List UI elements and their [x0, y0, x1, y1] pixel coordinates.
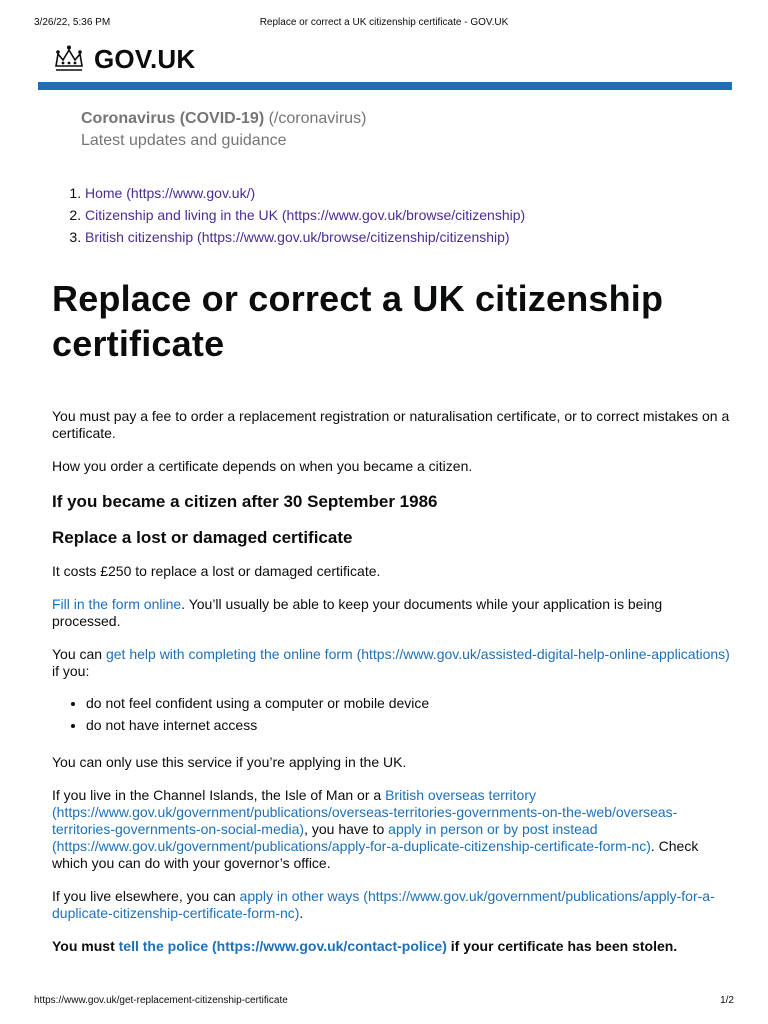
text-span: if your certificate has been stolen. [446, 938, 678, 954]
channel-islands-paragraph [52, 787, 732, 872]
page-title: Replace or correct a UK citizenship certificate [52, 278, 664, 364]
print-header [34, 17, 734, 31]
intro-paragraph: How you order a certificate depends on when you became a citizen. [52, 458, 473, 474]
text-span: . Check which you can do with your governor’s office. [52, 838, 699, 871]
breadcrumb-item-citizenship-living[interactable] [85, 204, 525, 226]
breadcrumb-url: (https://www.gov.uk/) [122, 185, 256, 201]
main-content [52, 276, 732, 971]
covid-banner-title[interactable]: Coronavirus (COVID-19) [81, 110, 265, 127]
intro-paragraph: You must pay a fee to order a replacement registration or naturalisation certificate, or to correct mistakes on a certificate. [52, 408, 730, 441]
list-item: • do not have internet access [86, 714, 732, 736]
subsection-heading: Replace a lost or damaged certificate [52, 528, 353, 547]
breadcrumb-item-british-citizenship[interactable] [85, 226, 525, 248]
govuk-header[interactable] [52, 42, 195, 76]
covid-banner[interactable] [81, 108, 366, 152]
breadcrumb-link[interactable]: British citizenship [85, 229, 194, 245]
tell-police-link[interactable]: tell the police (https://www.gov.uk/contact-police) [118, 938, 447, 954]
breadcrumb-link[interactable]: Home [85, 185, 123, 201]
breadcrumb-item-home[interactable] [85, 182, 525, 204]
print-page-number: 1/2 [720, 995, 734, 1006]
text-span: , you have to [304, 821, 389, 837]
elsewhere-paragraph [52, 888, 732, 922]
print-date: 3/26/22, 5:36 PM [34, 17, 111, 28]
uk-only-paragraph: You can only use this service if you’re applying in the UK. [52, 754, 407, 770]
text-span: if you: [52, 663, 90, 679]
covid-banner-url[interactable]: (/coronavirus) [264, 110, 367, 127]
text-span: If you live in the Channel Islands, the Isle of Man or a [52, 787, 386, 803]
text-span: If you live elsewhere, you can [52, 888, 240, 904]
fill-form-paragraph [52, 596, 732, 630]
covid-banner-title-line[interactable] [81, 108, 366, 130]
apply-other-ways-link[interactable]: apply in other ways (https://www.gov.uk/government/publications/apply-for-a-duplicate-citizenship-certificate-form-nc) [52, 888, 715, 921]
list-item: • do not feel confident using a computer or mobile device [86, 692, 732, 714]
help-conditions-list [52, 692, 732, 736]
crown-icon [52, 44, 86, 74]
apply-in-person-link[interactable]: apply in person or by post instead (https://www.gov.uk/government/publications/apply-for-a-duplicate-citizenship-certificate-form-nc) [52, 821, 651, 854]
print-footer [34, 995, 734, 1009]
govuk-logo-text[interactable]: GOV.UK [94, 43, 196, 74]
fill-form-link[interactable]: Fill in the form online [52, 596, 182, 612]
breadcrumb [52, 182, 525, 248]
section-heading: If you became a citizen after 30 September 1986 [52, 492, 438, 511]
breadcrumb-url: (https://www.gov.uk/browse/citizenship/citizenship) [193, 229, 510, 245]
covid-banner-subtitle: Latest updates and guidance [81, 132, 287, 149]
cost-paragraph: It costs £250 to replace a lost or damaged certificate. [52, 563, 381, 579]
print-page-title: Replace or correct a UK citizenship certificate - GOV.UK [259, 17, 509, 28]
help-online-form-link[interactable]: get help with completing the online form (https://www.gov.uk/assisted-digital-help-online-applications) [105, 646, 730, 662]
header-blue-bar [38, 82, 732, 90]
help-paragraph [52, 646, 732, 680]
text-span: You can [52, 646, 106, 662]
police-paragraph [52, 938, 732, 955]
overseas-territory-link[interactable]: British overseas territory (https://www.gov.uk/government/publications/overseas-territories-governments-on-the-web/overseas-territories-governments-on-social-media) [52, 787, 678, 837]
breadcrumb-url: (https://www.gov.uk/browse/citizenship) [278, 207, 526, 223]
text-span: . [299, 905, 304, 921]
text-span: You must [52, 938, 119, 954]
print-footer-url: https://www.gov.uk/get-replacement-citizenship-certificate [34, 995, 288, 1006]
breadcrumb-link[interactable]: Citizenship and living in the UK [85, 207, 278, 223]
text-span: . You’ll usually be able to keep your documents while your application is being processed. [52, 596, 663, 629]
